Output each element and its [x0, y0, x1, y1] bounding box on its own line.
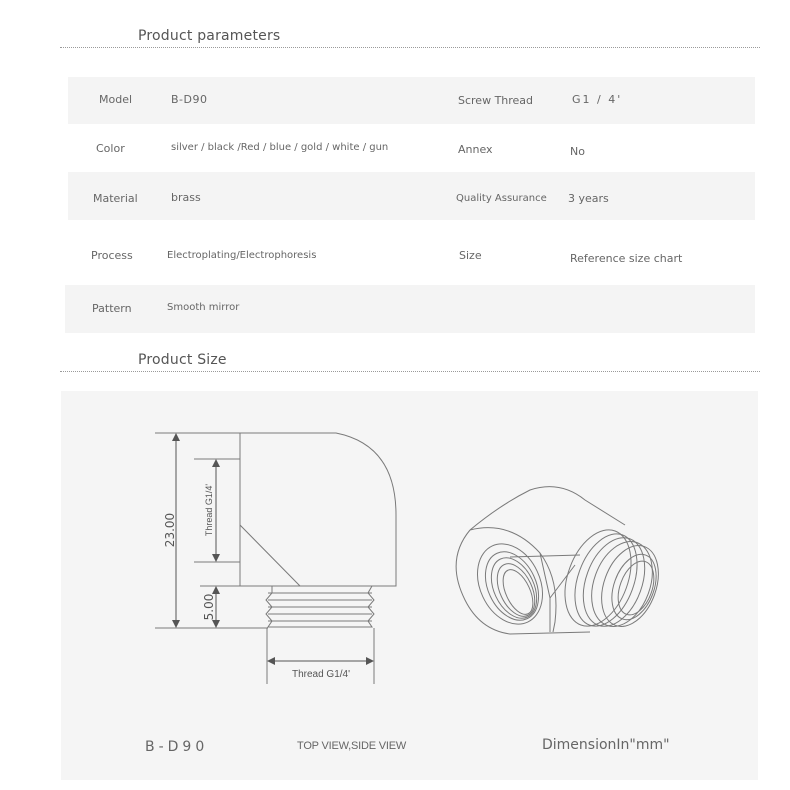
dim-total-height: 23.00	[163, 512, 177, 548]
param-label: Process	[91, 249, 133, 262]
param-value: B-D90	[171, 93, 208, 106]
param-value: brass	[171, 191, 201, 204]
param-label: Model	[99, 93, 133, 106]
param-value: Electroplating/Electrophoresis	[167, 250, 317, 261]
caption-views: TOP VIEW,SIDE VIEW	[297, 740, 407, 752]
param-value: G1 / 4'	[572, 93, 623, 106]
caption-model: B-D90	[145, 739, 209, 755]
param-value: silver / black /Red / blue / gold / white / gun	[171, 142, 389, 153]
param-label: Material	[93, 192, 138, 205]
side-view-drawing	[155, 433, 396, 684]
dim-thread-height: 5.00	[202, 593, 216, 621]
param-label: Color	[96, 142, 125, 155]
dim-thread-vertical-label: Thread G1/4'	[204, 483, 214, 537]
param-label: Pattern	[92, 302, 132, 315]
param-label: Annex	[458, 143, 493, 156]
param-value: 3 years	[568, 192, 609, 205]
param-label: Quality Assurance	[456, 193, 547, 204]
param-label: Screw Thread	[458, 94, 534, 107]
param-value: Reference size chart	[570, 252, 683, 265]
section-title-size: Product Size	[138, 352, 227, 368]
param-label: Size	[459, 249, 482, 262]
isometric-view-drawing	[456, 487, 669, 636]
param-value: Smooth mirror	[167, 302, 240, 313]
param-value: No	[570, 145, 585, 158]
section-title-parameters: Product parameters	[138, 28, 281, 44]
dim-thread-horizontal-label: Thread G1/4'	[291, 669, 351, 680]
caption-dimension-unit: DimensionIn"mm"	[542, 737, 670, 753]
